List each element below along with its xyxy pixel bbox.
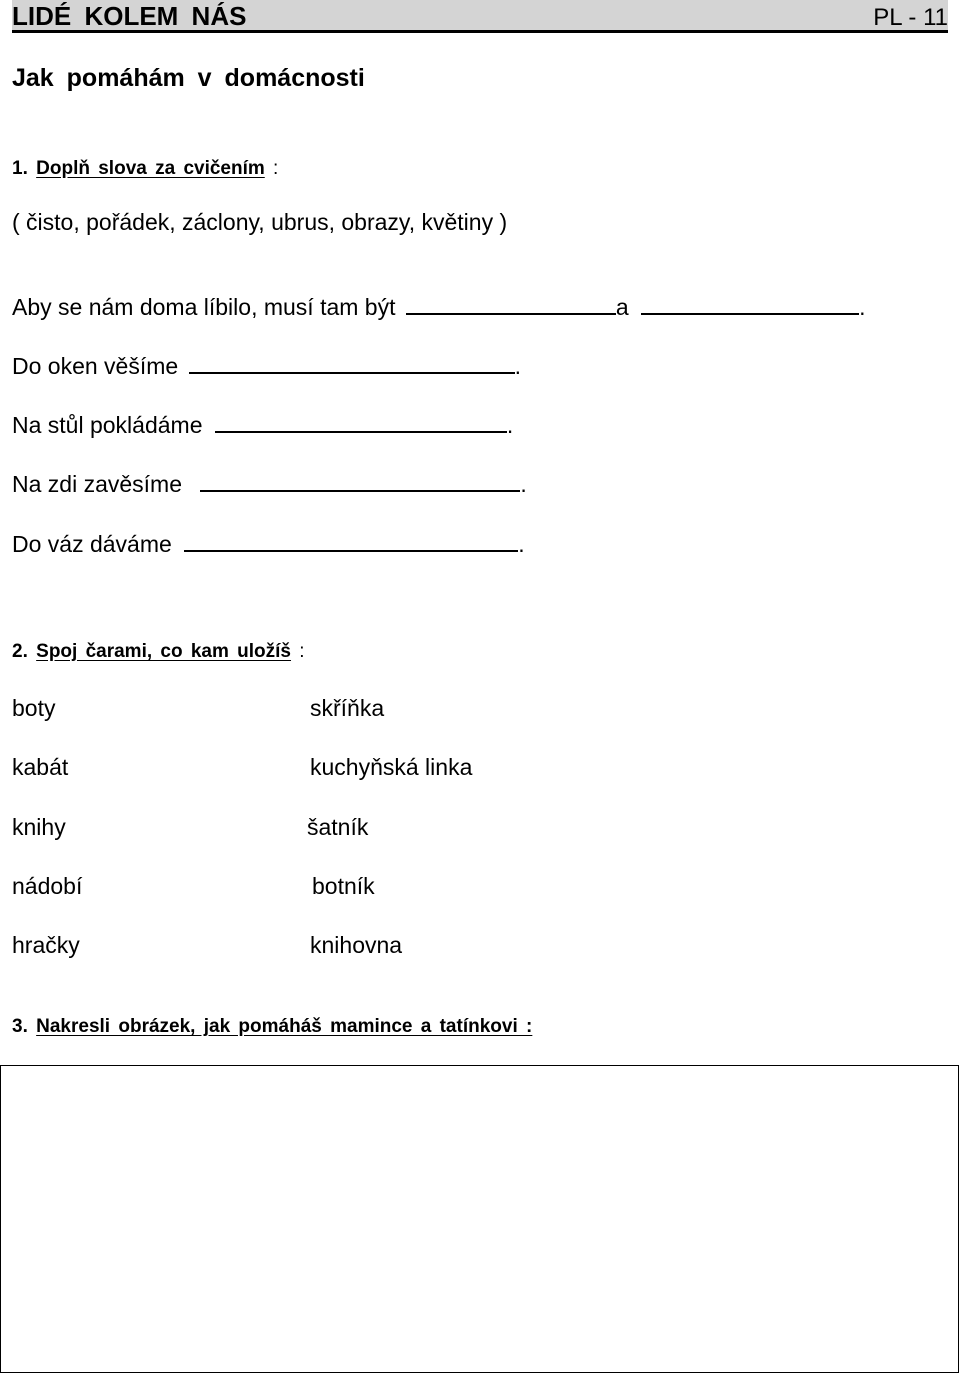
sentence-4-period: . [520,471,527,497]
sentence-3-text: Na stůl pokládáme [12,412,203,438]
left-item[interactable]: hračky [12,932,80,958]
answer-blank-5[interactable] [184,532,518,552]
task1-sentence-5 [12,531,525,558]
worksheet-subtitle: Jak pomáhám v domácnosti [12,64,365,92]
task1-sentence-4 [12,471,527,498]
sentence-5-period: . [518,531,525,557]
sentence-2-period: . [514,353,521,379]
task2-heading [12,641,305,663]
answer-blank-1a[interactable] [406,295,616,315]
task1-number: 1. [12,158,28,179]
left-item[interactable]: knihy [12,814,66,840]
right-item[interactable]: botník [312,873,375,899]
task3-heading [12,1016,532,1038]
right-item[interactable]: knihovna [310,932,403,958]
drawing-area[interactable] [0,1065,959,1373]
task3-number: 3. [12,1016,28,1037]
task2-instruction: Spoj čarami, co kam uložíš [36,641,292,662]
task1-colon: : [264,158,279,179]
left-item[interactable]: kabát [12,754,69,780]
sentence-3-period: . [506,412,514,438]
sentence-1-end: . [859,294,866,320]
sentence-2-text: Do oken věšíme [12,353,179,379]
left-item[interactable]: nádobí [12,873,83,899]
sentence-1-start: Aby se nám doma líbilo, musí tam být [12,294,396,320]
answer-blank-1b[interactable] [641,295,859,315]
task2-number: 2. [12,641,28,662]
worksheet-title: LIDÉ KOLEM NÁS [12,1,247,31]
task2-colon: : [291,641,305,662]
worksheet-code: PL - 11 [873,4,948,31]
task1-sentence-1 [12,294,865,321]
task3-instruction: Nakresli obrázek, jak pomáháš mamince a tatínkovi : [36,1016,533,1037]
task1-word-bank: ( čisto, pořádek, záclony, ubrus, obrazy, květiny ) [12,209,508,235]
right-item[interactable]: šatník [307,814,369,840]
left-item[interactable]: boty [12,695,56,721]
sentence-1-mid: a [615,294,629,320]
sentence-4-text: Na zdi zavěsíme [12,471,183,497]
answer-blank-2[interactable] [189,354,515,374]
task1-instruction: Doplň slova za cvičením [36,158,265,179]
right-item[interactable]: skříňka [310,695,385,721]
task1-sentence-3 [12,412,513,439]
task1-heading [12,158,278,180]
answer-blank-3[interactable] [215,413,507,433]
task1-sentence-2 [12,353,521,380]
answer-blank-4[interactable] [200,472,520,492]
sentence-5-text: Do váz dáváme [12,531,172,557]
right-item[interactable]: kuchyňská linka [310,754,473,780]
